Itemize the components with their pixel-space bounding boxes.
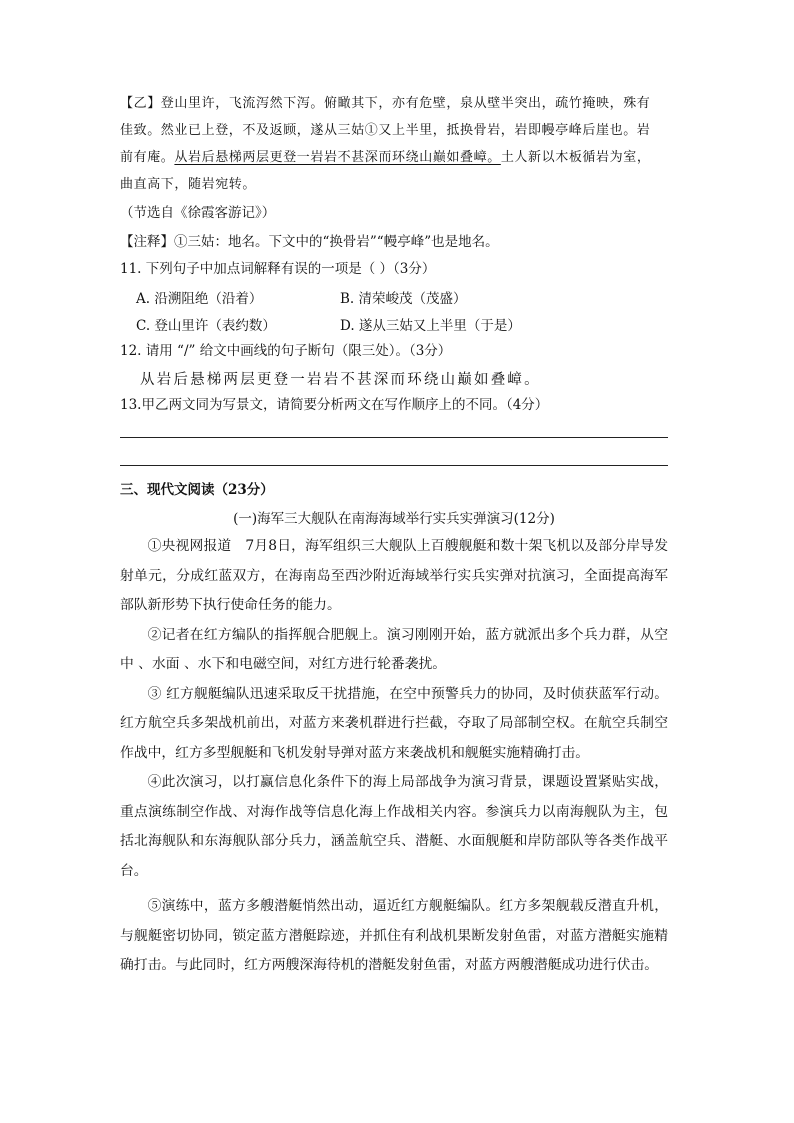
question-12-stem: 12. 请用 “/” 给文中画线的句子断句（限三处）。（3分）	[120, 343, 452, 359]
passage-source: （节选自《徐霞客游记》）	[120, 205, 276, 221]
annotation-note: 【注释】①三姑：地名。下文中的“换骨岩”“幔亭峰”也是地名。	[120, 234, 499, 250]
article-body	[120, 532, 668, 981]
yi-passage-line-3	[120, 148, 650, 168]
question-11-option-b: B. 清荣峻茂（茂盛）	[340, 291, 467, 307]
yi-passage-line-2: 佳致。然业已上登，不及返顾，遂从三姑①又上半里，抵换骨岩，岩即幔亭峰后崖也。岩	[120, 123, 651, 138]
paragraph-5: ⑤演练中，蓝方多艘潜艇悄然出动，逼近红方舰艇编队。红方多架舰载反潜直升机，与舰艇密切协同，锁定蓝方潜艇踪迹，并抓住有利战机果断发射鱼雷，对蓝方潜艇实施精确打击。与此同时，红方两艘深海待机的潜艇发射鱼雷，对蓝方两艘潜艇成功进行伏击。	[120, 898, 668, 973]
question-11-option-c: C. 登山里许（表约数）	[136, 318, 276, 334]
yi-passage-line-4: 曲直高下，随岩宛转。	[120, 177, 257, 192]
paragraph-1: ①央视网报道 7月8日，海军组织三大舰队上百艘舰艇和数十架飞机以及部分岸导发射单元，分成红蓝双方，在海南岛至西沙附近海域举行实兵实弹对抗演习，全面提高海军部队新形势下执行使命任务的能力。	[120, 538, 668, 613]
section-3-heading: 三、现代文阅读（23分）	[120, 482, 274, 498]
question-12-sentence: 从岩后悬梯两层更登一岩岩不甚深而环绕山巅如叠嶂。	[140, 372, 541, 388]
answer-line-1[interactable]	[120, 437, 668, 438]
paragraph-4: ④此次演习，以打赢信息化条件下的海上局部战争为演习背景，课题设置紧贴实战，重点演练制空作战、对海作战等信息化海上作战相关内容。参演兵力以南海舰队为主，包括北海舰队和东海舰队部分兵力，涵盖航空兵、潜艇、水面舰艇和岸防部队等各类作战平台。	[120, 774, 668, 879]
question-11-stem: 11. 下列句子中加点词解释有误的一项是（ ）（3分）	[120, 261, 436, 277]
paragraph-2: ②记者在红方编队的指挥舰合肥舰上。演习刚刚开始，蓝方就派出多个兵力群，从空中 、水面 、水下和电磁空间，对红方进行轮番袭扰。	[120, 626, 668, 672]
yi-passage-line-3-end: 土人新以木板循岩为室，	[500, 150, 651, 165]
article-title: (一)海军三大舰队在南海海域举行实兵实弹演习(12分)	[233, 511, 555, 527]
question-11-option-d: D. 遂从三姑又上半里（于是）	[340, 318, 521, 334]
paragraph-3: ③ 红方舰艇编队迅速采取反干扰措施，在空中预警兵力的协同，及时侦获蓝军行动。红方航空兵多架战机前出，对蓝方来袭机群进行拦截，夺取了局部制空权。在航空兵制空作战中，红方多型舰艇和飞机发射导弹对蓝方来袭战机和舰艇实施精确打击。	[120, 685, 668, 761]
question-13-stem: 13.甲乙两文同为写景文，请简要分析两文在写作顺序上的不同。（4分）	[120, 397, 549, 413]
yi-passage-line-1: 【乙】登山里许，飞流泻然下泻。俯瞰其下，亦有危壁，泉从壁半突出，疏竹掩映，殊有	[120, 96, 651, 111]
underlined-sentence: 从岩后悬梯两层更登一岩岩不甚深而环绕山巅如叠嶂。	[174, 150, 501, 165]
answer-line-2[interactable]	[120, 465, 668, 466]
yi-passage-line-3-start: 前有庵。	[120, 150, 175, 165]
question-11-option-a: A. 沿溯阻绝（沿着）	[136, 291, 263, 307]
